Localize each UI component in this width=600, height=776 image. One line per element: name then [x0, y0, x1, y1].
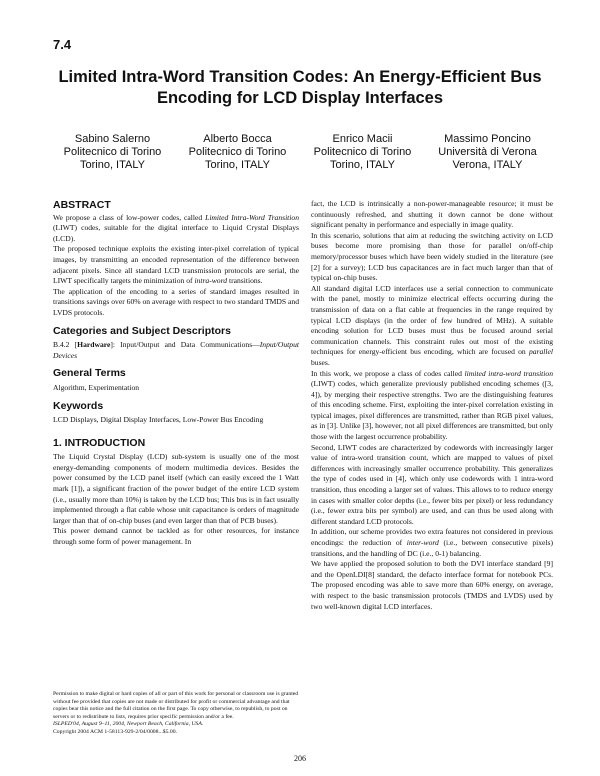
copyright-line: Copyright 2004 ACM 1-58113-929-2/04/0008...$5.00.	[53, 728, 177, 735]
author-affiliation: Politecnico di Torino	[313, 146, 412, 158]
right-column	[311, 199, 553, 612]
general-terms-text: Algorithm, Experimentation	[53, 382, 140, 392]
introduction-paragraph: The Liquid Crystal Display (LCD) sub-system is usually one of the most energy-demanding components of modern multimedia devices. Besides the power consumed by the LCD panel itself (which can easily exceed the 1 Watt mark [1]), a significant fraction of the power budget of the entire LCD system (i.e., usually more than 10%) is taken by the LCD bus; This bus is in fact usually implemented through a flat cable whose unit capacitance is orders of magnitude larger than that of on-chip buses (and even larger than that of PCB buses).	[53, 452, 299, 525]
abstract-paragraph: The proposed technique exploits the existing inter-pixel correlation of typical images, by transmitting an encoded representation of the difference between adjacent pixels. Since all standard LCD transmission protocols are serial, the LIWT specifically targets the minimization of intra-word transitions.	[53, 244, 299, 286]
general-terms-heading: General Terms	[53, 367, 126, 380]
author-location: Torino, ITALY	[79, 159, 145, 171]
author-affiliation: Politecnico di Torino	[188, 146, 287, 158]
author-location: Verona, ITALY	[452, 159, 523, 171]
author-block	[50, 133, 550, 172]
body-paragraph: fact, the LCD is intrinsically a non-power-manageable resource; it must be continuously refreshed, and shutting it down cannot be done without significant penalty in performance and especially in image quality.	[311, 199, 553, 230]
body-paragraph: In this work, we propose a class of codes called limited intra-word transition (LIWT) codes, which generalize previously published encoding schemes ([3, 4]), by merging their respective strengths. Two are the distinguishing features of this encoding scheme. First, exploiting the inter-pixel correlation existing in typical images, pixel differences are transmitted, rather than RGB pixel values, as in [3]. Unlike [3], however, not all pixel differences are transmitted, but only those with the largest occurrence probability.	[311, 368, 553, 442]
abstract-heading: ABSTRACT	[53, 199, 111, 211]
body-paragraph: Second, LIWT codes are characterized by codewords with increasingly larger value of intra-word transition count, which are mapped to values of pixel differences with increasingly smaller occurrence probability. This generalizes the type of codes used in [4], which only use codewords with 1 intra-word transition, thus encoding a larger set of values. This allows to to reduce energy in cases with smaller color depths (i.e., fewer bits per pixel) or less redundancy (i.e., fewer extra bits per symbol) are used, and can thus be used along with different standard LCD protocols.	[311, 442, 553, 526]
author	[175, 133, 300, 172]
body-paragraph: In this scenario, solutions that aim at reducing the switching activity on LCD buses become more promising than those for parallel on/off-chip memory/processor buses which have been widely studied in the literature (see [2] for a survey); LCD bus capacitances are in fact much larger than that of typical on-chip buses.	[311, 230, 553, 283]
left-column	[53, 200, 299, 548]
author-location: Torino, ITALY	[329, 159, 395, 171]
introduction-heading: 1. INTRODUCTION	[53, 436, 146, 449]
author-name: Sabino Salerno	[74, 133, 151, 145]
author-name: Enrico Macii	[332, 133, 393, 145]
author	[300, 133, 425, 172]
author	[50, 133, 175, 172]
body-paragraph: In addition, our scheme provides two extra features not considered in previous encodings: the reduction of inter-word (i.e., between consecutive pixels) transitions, and the handling of DC (i.e., 0-1) balancing.	[311, 527, 553, 558]
author-name: Alberto Bocca	[203, 133, 272, 145]
copyright-footnote	[53, 691, 299, 737]
page-number: 206	[294, 754, 306, 763]
abstract-paragraph: The application of the encoding to a series of standard images resulted in transitions savings over 60% on average with respect to two standard TMDS and LVDS protocols.	[53, 286, 299, 317]
author-affiliation: Università di Verona	[438, 146, 537, 158]
section-number: 7.4	[53, 37, 72, 52]
keywords-text: LCD Displays, Digital Display Interfaces, Low-Power Bus Encoding	[53, 415, 264, 425]
body-paragraph: All standard digital LCD interfaces use a serial connection to communicate with the panel, mostly to minimize electrical effects occurring during the transmission of data on a flat cable at frequencies in the range required by typical LCD displays (in the order of few hundred of MHz). A suitable encoding solution for LCD buses must thus be focused around serial communication channels. This constraint rules out most of the existing techniques for energy-efficient bus encoding, which are focused on parallel buses.	[311, 283, 553, 367]
permission-notice: Permission to make digital or hard copies of all or part of this work for personal or classroom use is granted without fee provided that copies are not made or distributed for profit or commercial advantage and that copies bear this notice and the full citation on the first page. To copy otherwise, to republish, to post on servers or to redistribute to lists, requires prior specific permission and/or a fee.	[53, 691, 299, 720]
author	[425, 133, 550, 172]
venue-line: ISLPED'04, August 9–11, 2004, Newport Beach, California, USA.	[53, 721, 204, 728]
author-affiliation: Politecnico di Torino	[63, 146, 162, 158]
author-name: Massimo Poncino	[444, 133, 531, 145]
categories-text: B.4.2 [Hardware]: Input/Output and Data Communications—Input/Output Devices	[53, 340, 299, 360]
body-paragraph: We have applied the proposed solution to both the DVI interface standard [9] and the OpenLDI[8] standard, the defacto interface format for notebook PCs. The proposed encoding was able to save more than 60% energy, on average, with respect to the basic transmission protocols (TMDS and LVDS) used by two well-known digital LCD interfaces.	[311, 559, 553, 611]
author-location: Torino, ITALY	[204, 159, 270, 171]
paper-title: Limited Intra-Word Transition Codes: An Energy-Efficient Bus Encoding for LCD Display Interfaces	[58, 68, 542, 107]
introduction-paragraph: This power demand cannot be tackled as for other resources, for instance through some form of power management. In	[53, 526, 299, 547]
categories-heading: Categories and Subject Descriptors	[53, 324, 231, 337]
abstract-paragraph: We propose a class of low-power codes, called Limited Intra-Word Transition (LIWT) codes, suitable for the digital interface to Liquid Crystal Displays (LCD).	[53, 212, 299, 243]
keywords-heading: Keywords	[53, 399, 104, 412]
